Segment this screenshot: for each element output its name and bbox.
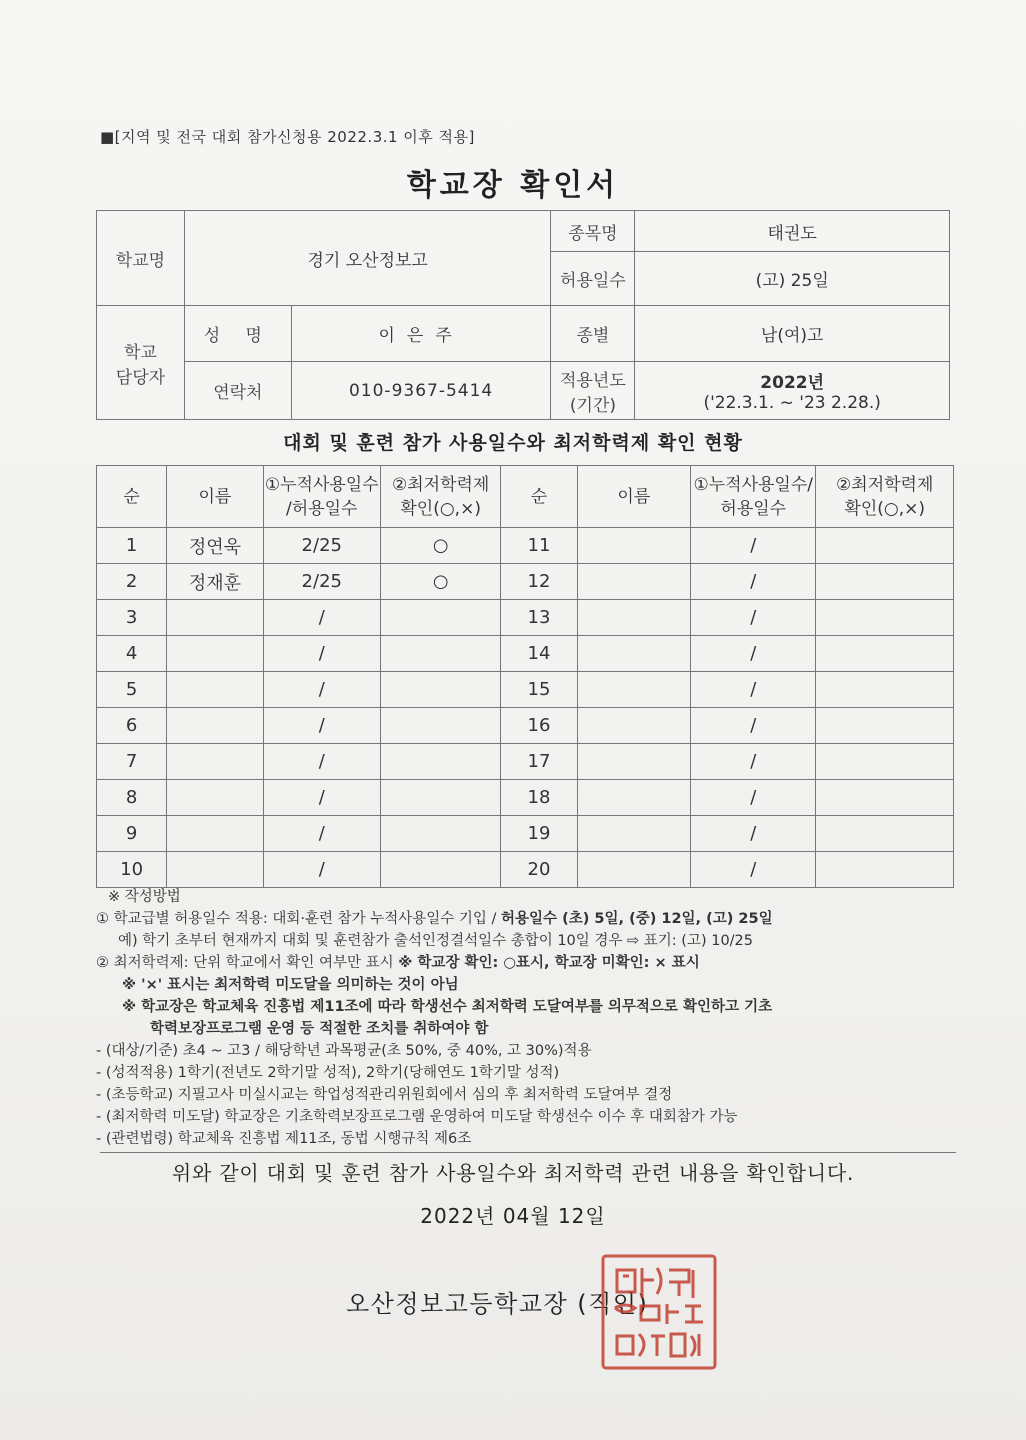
row-order: 2 <box>97 564 167 600</box>
row-name-right <box>577 672 690 708</box>
row-min-right <box>816 600 954 636</box>
row-min <box>380 600 500 636</box>
sport-label: 종목명 <box>551 211 635 252</box>
row-name <box>167 600 263 636</box>
row-min <box>380 708 500 744</box>
row-min-right <box>816 564 954 600</box>
col-days-line2: /허용일수 <box>286 498 358 519</box>
row-name: 정연욱 <box>167 528 263 564</box>
note-1-b: 허용일수 (초) 5일, (중) 12일, (고) 25일 <box>501 911 773 927</box>
note-4-line1: ※ 학교장은 학교체육 진흥법 제11조에 따라 학생선수 최저학력 도달여부를 의무적으로 확인하고 기초 <box>122 999 773 1015</box>
row-days: / <box>263 780 380 816</box>
sport-value: 태권도 <box>635 211 950 252</box>
row-days: / <box>263 600 380 636</box>
row-days: / <box>263 852 380 888</box>
row-days: / <box>263 816 380 852</box>
row-min <box>380 852 500 888</box>
row-days: / <box>263 708 380 744</box>
note-1-example <box>96 930 976 952</box>
row-order-right: 16 <box>501 708 577 744</box>
col-min-right <box>816 466 954 528</box>
col-days-right <box>691 466 816 528</box>
table-row <box>97 600 954 636</box>
note-4-line2: 학력보장프로그램 운영 등 적절한 조치를 취하여야 함 <box>150 1021 489 1037</box>
row-order: 3 <box>97 600 167 636</box>
row-min-right <box>816 708 954 744</box>
row-days-right: / <box>691 780 816 816</box>
col-min-line1: ②최저학력제 <box>391 474 490 495</box>
row-days: / <box>263 672 380 708</box>
table-row <box>97 744 954 780</box>
manager-label-line1: 학교 <box>124 342 157 363</box>
row-days-right: / <box>691 600 816 636</box>
row-order-right: 12 <box>501 564 577 600</box>
row-min <box>380 672 500 708</box>
row-min: ○ <box>380 528 500 564</box>
col-days <box>263 466 380 528</box>
row-name-right <box>577 636 690 672</box>
row-order-right: 13 <box>501 600 577 636</box>
apply-period: ('22.3.1. ~ '23 2.28.) <box>703 393 881 413</box>
notes-heading: ※ 작성방법 <box>108 889 181 905</box>
row-days: 2/25 <box>263 528 380 564</box>
col-days-line1: ①누적사용일수 <box>264 474 379 495</box>
col-days-right-line2: 허용일수 <box>720 498 787 519</box>
row-min <box>380 780 500 816</box>
type-label: 종별 <box>551 306 635 362</box>
row-min-right <box>816 816 954 852</box>
signer: 오산정보고등학교장 (직인) <box>346 1290 649 1318</box>
apply-year-label-line1: 적용년도 <box>560 370 626 391</box>
table-body <box>97 528 954 888</box>
note-2 <box>96 952 976 974</box>
col-name: 이름 <box>167 466 263 528</box>
row-days: / <box>263 744 380 780</box>
col-min-right-line2: 확인(○,×) <box>844 498 926 519</box>
official-seal-stamp <box>597 1250 721 1374</box>
row-order: 7 <box>97 744 167 780</box>
row-name <box>167 636 263 672</box>
row-name-right <box>577 852 690 888</box>
row-order: 10 <box>97 852 167 888</box>
row-name: 정재훈 <box>167 564 263 600</box>
table-row <box>97 708 954 744</box>
row-name-right <box>577 528 690 564</box>
row-order-right: 18 <box>501 780 577 816</box>
row-name-right <box>577 744 690 780</box>
apply-year-value <box>635 362 950 420</box>
row-min-right <box>816 672 954 708</box>
row-order: 6 <box>97 708 167 744</box>
apply-year-label-line2: (기간) <box>569 395 616 416</box>
row-min-right <box>816 852 954 888</box>
detail-3: - (초등학교) 지필고사 미실시교는 학업성적관리위원회에서 심의 후 최저학력 도달여부 결정 <box>96 1087 673 1103</box>
detail-4: - (최저학력 미도달) 학교장은 기초학력보장프로그램 운영하여 미도달 학생선수 이수 후 대회참가 가능 <box>96 1109 738 1125</box>
row-order-right: 20 <box>501 852 577 888</box>
table-row <box>97 852 954 888</box>
row-min-right <box>816 636 954 672</box>
row-min-right <box>816 744 954 780</box>
row-name-right <box>577 564 690 600</box>
contact-value: 010-9367-5414 <box>291 362 551 420</box>
table-row <box>97 816 954 852</box>
school-label: 학교명 <box>97 211 185 306</box>
row-days-right: / <box>691 816 816 852</box>
row-name-right <box>577 708 690 744</box>
table-row <box>97 636 954 672</box>
row-days-right: / <box>691 636 816 672</box>
row-days: 2/25 <box>263 564 380 600</box>
writing-instructions <box>96 886 976 1150</box>
row-min <box>380 744 500 780</box>
row-name <box>167 708 263 744</box>
col-min-right-line1: ②최저학력제 <box>836 474 934 495</box>
row-order: 5 <box>97 672 167 708</box>
type-value: 남(여)고 <box>635 306 950 362</box>
note-2-b: ※ 학교장 확인: ○표시, 학교장 미확인: × 표시 <box>398 955 700 971</box>
info-table <box>96 210 950 420</box>
row-min-right <box>816 528 954 564</box>
row-min: ○ <box>380 564 500 600</box>
col-order: 순 <box>97 466 167 528</box>
note-2-a: ② 최저학력제: 단위 학교에서 확인 여부만 표시 <box>96 955 399 971</box>
row-name-right <box>577 816 690 852</box>
col-min-line2: 확인(○,×) <box>400 498 481 519</box>
detail-5: - (관련법령) 학교체육 진흥법 제11조, 동법 시행규칙 제6조 <box>96 1131 472 1147</box>
row-min <box>380 636 500 672</box>
manager-label-line2: 담당자 <box>115 367 166 388</box>
table-row <box>97 780 954 816</box>
row-name-right <box>577 780 690 816</box>
row-order: 9 <box>97 816 167 852</box>
row-name-right <box>577 600 690 636</box>
row-order: 4 <box>97 636 167 672</box>
note-3: ※ '×' 표시는 최저학력 미도달을 의미하는 것이 아님 <box>122 977 459 993</box>
allowed-days-value: (고) 25일 <box>635 252 950 306</box>
row-min <box>380 816 500 852</box>
issue-date: 2022년 04월 12일 <box>420 1204 606 1228</box>
row-order-right: 15 <box>501 672 577 708</box>
note-1-example-b: 표기: (고) 10/25 <box>643 933 754 949</box>
document-title: 학교장 확인서 <box>406 168 620 203</box>
manager-label <box>97 306 185 420</box>
table-row <box>97 528 954 564</box>
detail-2: - (성적적용) 1학기(전년도 2학기말 성적), 2학기(당해연도 1학기말 성적) <box>96 1065 560 1081</box>
apply-year: 2022년 <box>760 373 825 393</box>
table-row <box>97 672 954 708</box>
row-days-right: / <box>691 528 816 564</box>
row-name <box>167 744 263 780</box>
header-note: ■[지역 및 전국 대회 참가신청용 2022.3.1 이후 적용] <box>100 128 475 146</box>
row-days: / <box>263 636 380 672</box>
participation-table <box>96 465 954 888</box>
confirmation-statement: 위와 같이 대회 및 훈련 참가 사용일수와 최저학력 관련 내용을 확인합니다. <box>171 1161 855 1185</box>
name-value: 이은주 <box>291 306 551 362</box>
row-days-right: / <box>691 744 816 780</box>
note-1-a: ① 학교급별 허용일수 적용: 대회·훈련 참가 누적사용일수 기입 / <box>96 911 502 927</box>
note-1 <box>96 908 976 930</box>
contact-label: 연락처 <box>184 362 291 420</box>
table-subtitle: 대회 및 훈련 참가 사용일수와 최저학력제 확인 현황 <box>283 432 743 454</box>
row-order-right: 11 <box>501 528 577 564</box>
col-days-right-line1: ①누적사용일수/ <box>693 474 813 495</box>
col-min <box>380 466 500 528</box>
school-value: 경기 오산정보고 <box>184 211 551 306</box>
row-days-right: / <box>691 564 816 600</box>
table-header-row <box>97 466 954 528</box>
row-order: 8 <box>97 780 167 816</box>
divider <box>100 1152 956 1153</box>
row-days-right: / <box>691 672 816 708</box>
row-order-right: 19 <box>501 816 577 852</box>
row-order: 1 <box>97 528 167 564</box>
col-name-right: 이름 <box>577 466 690 528</box>
col-order-right: 순 <box>501 466 577 528</box>
row-min-right <box>816 780 954 816</box>
row-name <box>167 852 263 888</box>
apply-year-label <box>551 362 635 420</box>
note-1-example-a: 예) 학기 초부터 현재까지 대회 및 훈련참가 출석인정결석일수 총합이 10일 경우 ⇨ <box>118 933 644 949</box>
row-order-right: 14 <box>501 636 577 672</box>
allowed-days-label: 허용일수 <box>551 252 635 306</box>
name-label: 성 명 <box>184 306 291 362</box>
row-name <box>167 780 263 816</box>
row-days-right: / <box>691 852 816 888</box>
table-row <box>97 564 954 600</box>
detail-1: - (대상/기준) 초4 ~ 고3 / 해당학년 과목평균(초 50%, 중 40%, 고 30%)적용 <box>96 1043 592 1059</box>
row-days-right: / <box>691 708 816 744</box>
row-order-right: 17 <box>501 744 577 780</box>
row-name <box>167 672 263 708</box>
row-name <box>167 816 263 852</box>
